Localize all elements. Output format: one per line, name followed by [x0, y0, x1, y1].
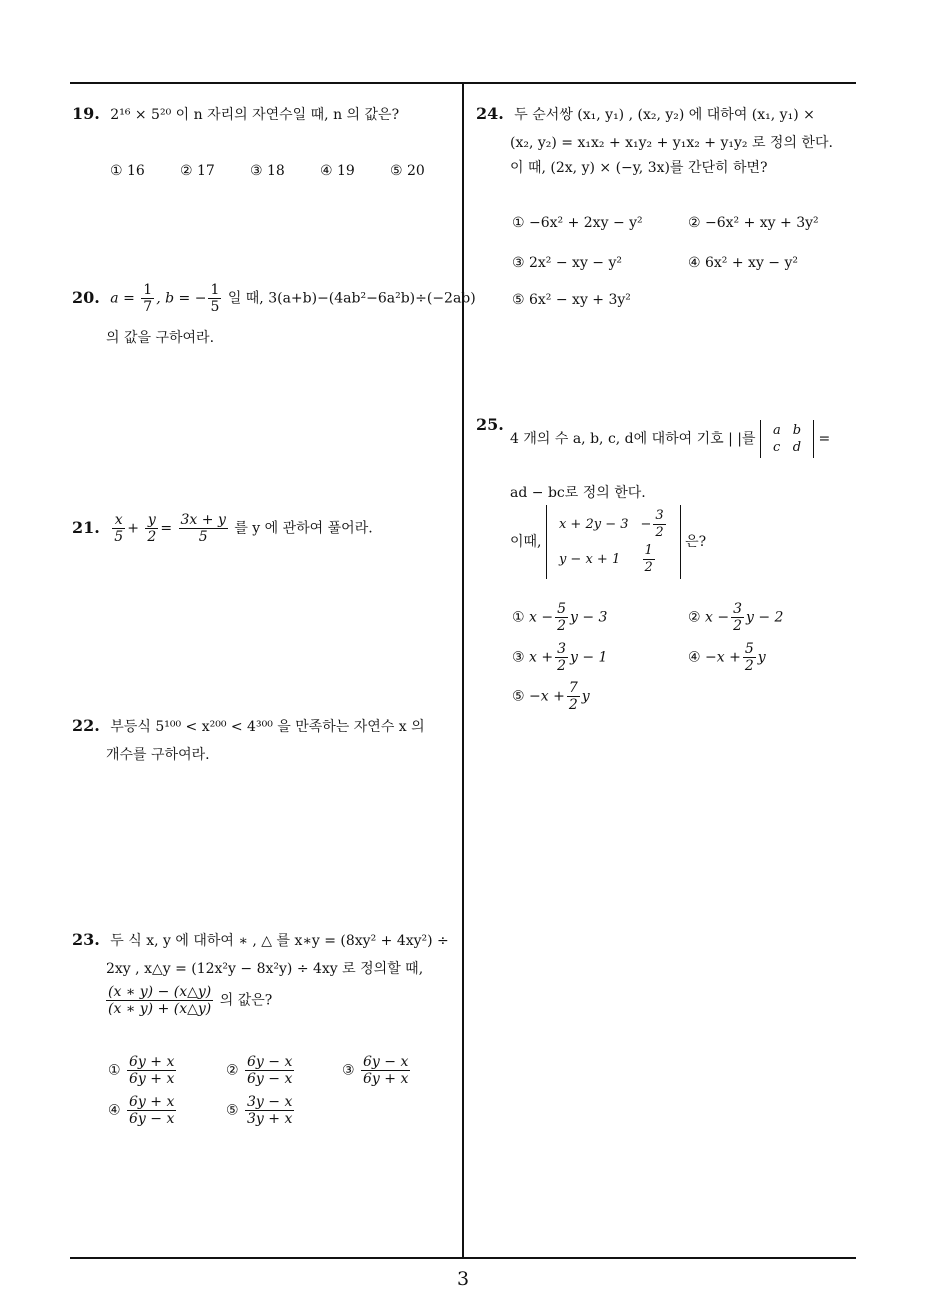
question-text: 두 식 x, y 에 대하여 ∗ , △ 를 x∗y = (8xy² + 4xy²) ÷ — [110, 933, 449, 949]
choice-2[interactable]: ② 17 — [180, 163, 215, 179]
question-text-line2: 개수를 구하여라. — [106, 747, 210, 763]
question-number: 21. — [72, 517, 100, 537]
fraction-b: $\frac{1}{5}$ — [210, 282, 220, 315]
prefix-text: 이때, — [510, 534, 542, 550]
question-text-line2: 의 값을 구하여라. — [106, 330, 215, 346]
main-fraction: $\frac{(x ∗ y) - (x\triangle y)}{(x ∗ y) + (x\triangle y)}$ — [108, 984, 212, 1017]
suffix-text: 은? — [685, 534, 707, 550]
choice-1[interactable]: ① −6x² + 2xy − y² — [512, 215, 643, 231]
question-text-line2: (x₂, y₂) = x₁x₂ + x₁y₂ + y₁x₂ + y₁y₂ 로 정의 한다. — [510, 135, 833, 151]
choice-5[interactable]: ⑤ $\frac{3y - x}{3y + x}$ — [226, 1094, 293, 1127]
question-text: 두 순서쌍 (x₁, y₁) , (x₂, y₂) 에 대하여 (x₁, y₁) × — [514, 107, 815, 123]
choice-4[interactable]: ④ $\frac{6y + x}{6y - x}$ — [108, 1094, 175, 1127]
fraction-a: $\frac{1}{7}$ — [143, 282, 153, 315]
choice-3[interactable]: ③ 2x² − xy − y² — [512, 255, 623, 271]
b-label: , b = − — [156, 290, 207, 307]
question-tail: 의 값은? — [219, 992, 273, 1009]
choice-5[interactable]: ⑤ 6x² − xy + 3y² — [512, 292, 631, 308]
question-text: 4 개의 수 a, b, c, d에 대하여 기호 | |를 — [510, 431, 756, 447]
question-text-line2: ad − bc로 정의 한다. — [510, 485, 646, 501]
question-text: 2¹⁶ × 5²⁰ 이 n 자리의 자연수일 때, n 의 값은? — [110, 107, 400, 123]
column-divider — [462, 82, 464, 1258]
choice-4[interactable]: ④ 6x² + xy − y² — [688, 255, 799, 271]
determinant-definition: a b c d — [760, 420, 814, 458]
choice-2[interactable]: ② x − $\frac{3}{2}$ y − 2 — [688, 601, 784, 634]
question-text-line3: 이 때, (2x, y) × (−y, 3x)를 간단히 하면? — [510, 160, 768, 176]
question-number: 25. — [476, 415, 504, 434]
question-number: 19. — [72, 104, 100, 123]
choice-4[interactable]: ④ 19 — [320, 163, 355, 179]
choice-3[interactable]: ③ x + $\frac{3}{2}$ y − 1 — [512, 641, 608, 674]
fraction-2: $\frac{y}{2}$ — [147, 512, 157, 545]
choice-1[interactable]: ① x − $\frac{5}{2}$ y − 3 — [512, 601, 608, 634]
question-number: 23. — [72, 930, 100, 949]
question-tail: 를 y 에 관하여 풀어라. — [234, 520, 373, 537]
question-number: 20. — [72, 287, 100, 307]
fraction-3: $\frac{3x + y}{5}$ — [180, 512, 226, 545]
choice-2[interactable]: ② −6x² + xy + 3y² — [688, 215, 819, 231]
choice-5[interactable]: ⑤ −x + $\frac{7}{2}$ y — [512, 680, 590, 713]
question-text-line2: 2xy , x△y = (12x²y − 8x²y) ÷ 4xy 로 정의할 때, — [106, 961, 424, 977]
choice-3[interactable]: ③ $\frac{6y - x}{6y + x}$ — [342, 1054, 409, 1087]
expression: 일 때, 3(a+b)−(4ab²−6a²b)÷(−2ab) — [227, 290, 476, 307]
question-text: 부등식 5¹⁰⁰ < x²⁰⁰ < 4³⁰⁰ 을 만족하는 자연수 x 의 — [110, 719, 425, 735]
determinant-expression: x + 2y − 3 − $\frac{3}{2}$ y − x + 1 $\frac{1}{2}$ — [546, 505, 681, 579]
a-label: a = — [110, 290, 135, 307]
page-number: 3 — [456, 1268, 470, 1290]
choice-2[interactable]: ② $\frac{6y - x}{6y - x}$ — [226, 1054, 293, 1087]
fraction-1: $\frac{x}{5}$ — [114, 512, 124, 545]
equals-sign: = — [818, 431, 831, 447]
choice-1[interactable]: ① 16 — [110, 163, 145, 179]
choice-4[interactable]: ④ −x + $\frac{5}{2}$ y — [688, 641, 766, 674]
choice-3[interactable]: ③ 18 — [250, 163, 285, 179]
question-number: 22. — [72, 716, 100, 735]
choice-5[interactable]: ⑤ 20 — [390, 163, 425, 179]
choice-1[interactable]: ① $\frac{6y + x}{6y + x}$ — [108, 1054, 175, 1087]
question-number: 24. — [476, 104, 504, 123]
